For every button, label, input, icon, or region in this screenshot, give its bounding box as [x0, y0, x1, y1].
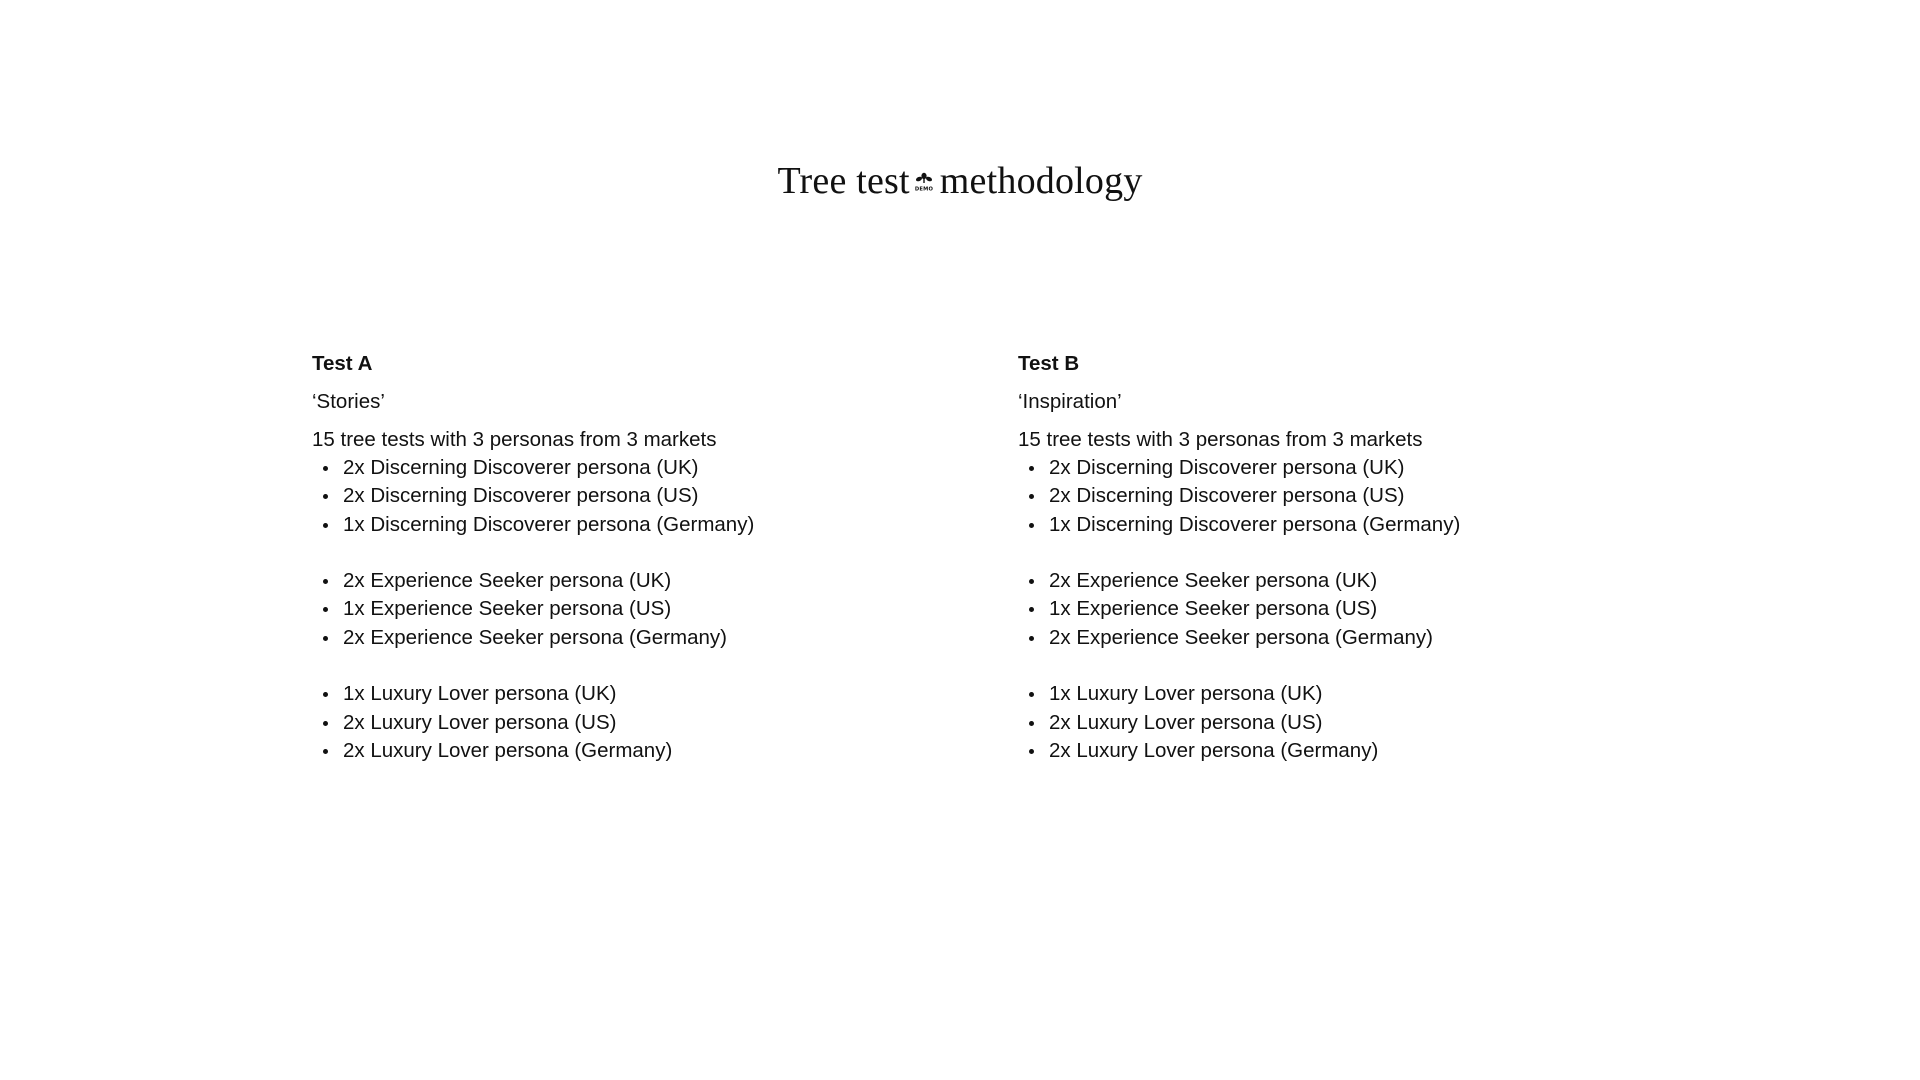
list-item: 2x Experience Seeker persona (UK): [343, 567, 932, 595]
list-item: 2x Experience Seeker persona (Germany): [1049, 624, 1638, 652]
group-spacer: [312, 652, 932, 680]
group-spacer: [1018, 539, 1638, 567]
test-b-persona-list: [1018, 567, 1638, 652]
logo-text: DEMO: [914, 186, 933, 193]
test-b-subtitle: ‘Inspiration’: [1018, 390, 1122, 413]
list-item: 2x Discerning Discoverer persona (UK): [1049, 454, 1638, 482]
list-item: 1x Luxury Lover persona (UK): [1049, 680, 1638, 708]
title-left: Tree test: [777, 160, 910, 202]
test-a-summary: 15 tree tests with 3 personas from 3 markets: [312, 428, 717, 451]
list-item: 2x Luxury Lover persona (US): [1049, 709, 1638, 737]
list-item: 1x Luxury Lover persona (UK): [343, 680, 932, 708]
page-title: [0, 158, 1920, 204]
test-a-persona-list: [312, 567, 932, 652]
group-spacer: [1018, 652, 1638, 680]
test-a-heading: Test A: [312, 352, 373, 375]
test-a-subtitle: ‘Stories’: [312, 390, 385, 413]
list-item: 2x Discerning Discoverer persona (US): [343, 482, 932, 510]
list-item: 2x Discerning Discoverer persona (UK): [343, 454, 932, 482]
test-b-column: [1018, 350, 1638, 765]
list-item: 2x Discerning Discoverer persona (US): [1049, 482, 1638, 510]
test-a-persona-list: [312, 680, 932, 765]
list-item: 1x Discerning Discoverer persona (Germany): [1049, 511, 1638, 539]
list-item: 2x Luxury Lover persona (Germany): [1049, 737, 1638, 765]
test-a-persona-list: [312, 454, 932, 539]
list-item: 1x Experience Seeker persona (US): [343, 595, 932, 623]
list-item: 2x Experience Seeker persona (UK): [1049, 567, 1638, 595]
test-a-column: [312, 350, 932, 765]
flower-logo-icon: [914, 171, 934, 193]
group-spacer: [312, 539, 932, 567]
title-right: methodology: [939, 160, 1143, 202]
list-item: 2x Experience Seeker persona (Germany): [343, 624, 932, 652]
test-b-persona-list: [1018, 680, 1638, 765]
test-b-heading: Test B: [1018, 352, 1080, 375]
list-item: 2x Luxury Lover persona (US): [343, 709, 932, 737]
test-b-summary: 15 tree tests with 3 personas from 3 markets: [1018, 428, 1423, 451]
test-b-persona-list: [1018, 454, 1638, 539]
list-item: 2x Luxury Lover persona (Germany): [343, 737, 932, 765]
list-item: 1x Experience Seeker persona (US): [1049, 595, 1638, 623]
list-item: 1x Discerning Discoverer persona (Germany): [343, 511, 932, 539]
